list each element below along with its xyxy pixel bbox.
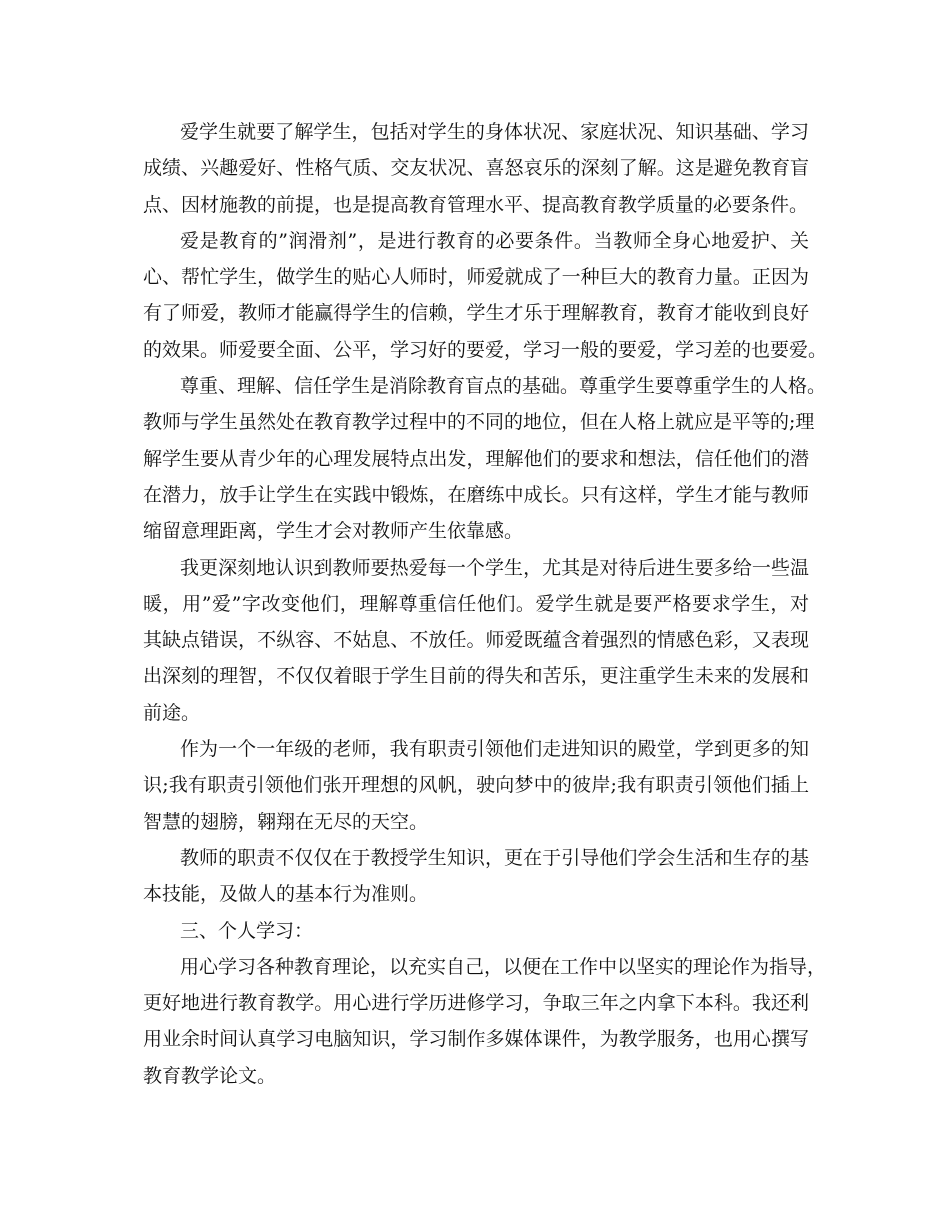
text-line: 出深刻的理智，不仅仅着眼于学生目前的得失和苦乐，更注重学生未来的发展和	[143, 665, 809, 688]
text-line: 本技能，及做人的基本行为准则。	[143, 883, 429, 906]
text-line: 智慧的翅膀，翱翔在无尽的天空。	[143, 810, 429, 833]
text-line: 的效果。师爱要全面、公平，学习好的要爱，学习一般的要爱，学习差的也要爱。	[143, 338, 828, 361]
text-line: 我更深刻地认识到教师要热爱每一个学生，尤其是对待后进生要多给一些温	[180, 556, 809, 579]
text-line: 在潜力，放手让学生在实践中锻炼，在磨练中成长。只有这样，学生才能与教师	[143, 483, 809, 506]
text-line: 爱学生就要了解学生，包括对学生的身体状况、家庭状况、知识基础、学习	[180, 121, 809, 143]
text-line: 心、帮忙学生，做学生的贴心人师时，师爱就成了一种巨大的教育力量。正因为	[143, 266, 809, 289]
text-line: 前途。	[143, 701, 201, 724]
text-line: 教师与学生虽然处在教育教学过程中的不同的地位，但在人格上就应是平等的;理	[143, 411, 815, 434]
text-line: 识;我有职责引领他们张开理想的风帆，驶向梦中的彼岸;我有职责引领他们插上	[143, 774, 809, 797]
text-line: 教师的职责不仅仅在于教授学生知识，更在于引导他们学会生活和生存的基	[180, 846, 809, 869]
text-line: 用心学习各种教育理论，以充实自己，以便在工作中以坚实的理论作为指导，	[180, 955, 827, 978]
text-line: 暖，用”爱”字改变他们，理解尊重信任他们。爱学生就是要严格要求学生，对	[143, 592, 809, 615]
text-line: 更好地进行教育教学。用心进行学历进修学习，争取三年之内拿下本科。我还利	[143, 992, 809, 1015]
text-line: 其缺点错误，不纵容、不姑息、不放任。师爱既蕴含着强烈的情感色彩，又表现	[143, 629, 809, 652]
text-line: 用业余时间认真学习电脑知识，学习制作多媒体课件，为教学服务，也用心撰写	[143, 1028, 809, 1051]
text-line: 爱是教育的”润滑剂”，是进行教育的必要条件。当教师全身心地爱护、关	[180, 229, 809, 252]
text-line: 点、因材施教的前提，也是提高教育管理水平、提高教育教学质量的必要条件。	[143, 193, 809, 216]
text-line: 成绩、兴趣爱好、性格气质、交友状况、喜怒哀乐的深刻了解。这是避免教育盲	[143, 157, 809, 180]
text-line: 尊重、理解、信任学生是消除教育盲点的基础。尊重学生要尊重学生的人格。	[180, 375, 827, 398]
text-line: 作为一个一年级的老师，我有职责引领他们走进知识的殿堂，学到更多的知	[180, 738, 809, 761]
text-line: 三、个人学习：	[180, 919, 314, 942]
text-line: 缩留意理距离，学生才会对教师产生依靠感。	[143, 520, 524, 543]
text-line: 教育教学论文。	[143, 1064, 277, 1087]
text-line: 解学生要从青少年的心理发展特点出发，理解他们的要求和想法，信任他们的潜	[143, 447, 809, 470]
text-line: 有了师爱，教师才能赢得学生的信赖，学生才乐于理解教育，教育才能收到良好	[143, 302, 809, 325]
document-body	[143, 114, 828, 1094]
